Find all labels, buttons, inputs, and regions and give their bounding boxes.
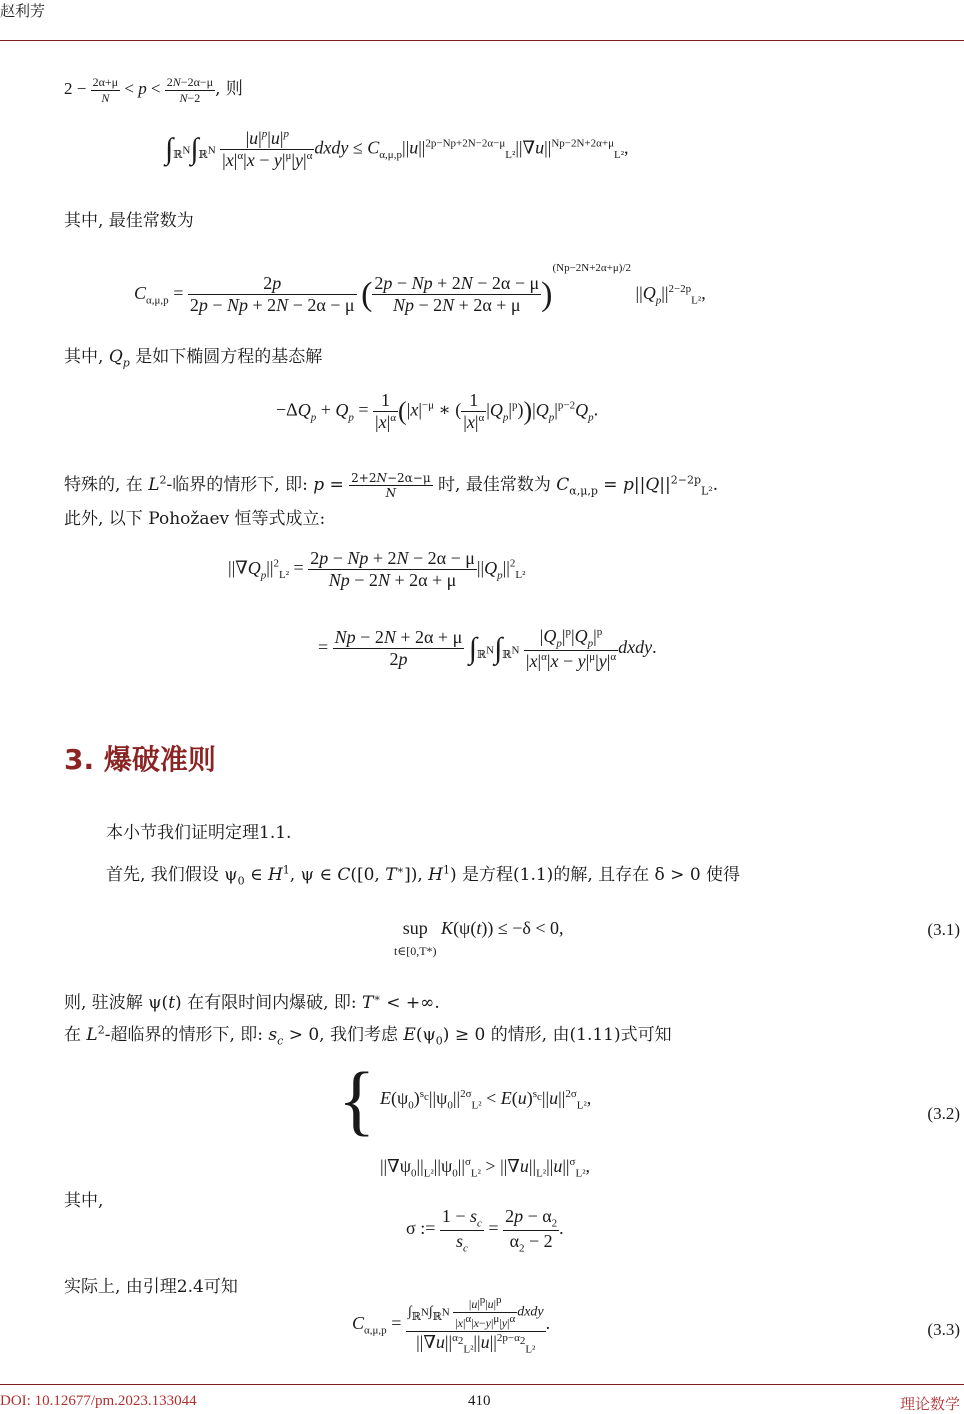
footer-journal[interactable]: 理论数学 bbox=[899, 1395, 960, 1413]
p8a: 则, 驻波解 bbox=[64, 993, 143, 1013]
p7a: 首先, 我们假设 bbox=[106, 865, 219, 885]
equation-3-1: sup t∈[0,T*) K(ψ(t)) ≤ −δ < 0, bbox=[394, 918, 564, 958]
header-rule bbox=[0, 40, 964, 41]
elliptic-equation: $-\Delta Q_p + Q_p$ = $\frac{1}{|x|^\alpha}$ ($|x|^{-\mu}$ ∗ ( $\frac{1}{|x|^\alpha}$ $|Q_p|^p))|Q_p|^{p-2}Q_p$. bbox=[276, 390, 599, 432]
section-title: 3. 爆破准则 bbox=[64, 743, 216, 776]
pohozaev-line-2: = $\frac{Np - 2N + 2\alpha + \mu}{2p}$ $\int_{ℝ^N}\int_{ℝ^N}$ $\frac{|Q_p|^p|Q_p|^p}{|x|^\alpha|x - y|^\mu|y|^\alpha}$ dxdy. bbox=[318, 626, 657, 671]
ground-state-intro: 其中, $Q_p$ 是如下椭圆方程的基态解 bbox=[64, 347, 323, 370]
section-intro: 本小节我们证明定理1.1. bbox=[106, 823, 292, 843]
p9c: , 我们考虑 bbox=[319, 1025, 398, 1045]
p4a: 特殊的, 在 bbox=[64, 475, 143, 495]
condition-line: 2 − $\frac{2\alpha+\mu}{N}$ < p < $\frac{2N-2\alpha-\mu}{N-2}$ , 则 bbox=[64, 74, 243, 105]
footer-page-number: 410 bbox=[468, 1393, 491, 1409]
equation-number-3-1: (3.1) bbox=[927, 920, 960, 939]
blowup-line: 则, 驻波解 ψ(t) 在有限时间内爆破, 即: T∗ < +∞. bbox=[64, 991, 440, 1013]
pohozaev-intro: 此外, 以下 Pohožaev 恒等式成立: bbox=[64, 509, 326, 529]
footer-doi[interactable]: DOI: 10.12677/pm.2023.133044 bbox=[0, 1393, 197, 1409]
p7b: 是方程(1.1)的解, 且存在 bbox=[462, 865, 650, 885]
gn-inequality: $\int_{ℝ^N}\int_{ℝ^N}$ $\frac{|u|^p|u|^p}{|x|^\alpha|x - y|^\mu|y|^\alpha}$ dxdy ≤ $C_{\alpha,\mu,p}||u||^{2p-Np+2N-2\alpha-\mu}_{L^2}||\nabla u||^{Np-2N+2\alpha+\mu}_{L^2}$, bbox=[165, 128, 629, 170]
p4c: 时, 最佳常数为 bbox=[438, 475, 551, 495]
header-author: 赵利芳 bbox=[0, 2, 46, 20]
equation-3-2: { $E(\psi_0)^{s_c}||\psi_0||^{2\sigma}_{L^2} < E(u)^{s_c}||u||^{2\sigma}_{L^2}$, $||\nabla\psi_0||_{L^2}||\psi_0||^\sigma_{L^2} > ||\nabla u||_{L^2}||u||^\sigma_{L^2}$, bbox=[338, 1056, 592, 1180]
critical-case-line: 特殊的, 在 $L^2-$临界的情形下, 即: p = $\frac{2+2N-2\alpha-\mu}{N}$ 时, 最佳常数为 $C_{\alpha,\mu,p} = p||Q||^{2-2p}_{L^2}$. bbox=[64, 471, 719, 500]
footer-rule bbox=[0, 1384, 964, 1385]
p9a: 在 bbox=[64, 1025, 81, 1045]
lemma-line: 实际上, 由引理2.4可知 bbox=[64, 1277, 238, 1297]
best-constant-formula: $C_{\alpha,\mu,p}$ = $\frac{2p}{2p - Np + 2N - 2\alpha - \mu}$ ( $\frac{2p - Np + 2N - 2\alpha - \mu}{Np - 2N + 2\alpha + \mu}$ )$^{(Np-2N+2\alpha+\mu)/2}$ $||Q_p||^{2-2p}_{L^2}$, bbox=[134, 262, 706, 316]
p4b: -临界的情形下, 即: bbox=[166, 475, 308, 495]
sigma-definition: σ := $\frac{1 - s_c}{s_c}$ = $\frac{2p - \alpha_2}{\alpha_2 - 2}$ . bbox=[406, 1206, 564, 1255]
equation-number-3-2: (3.2) bbox=[927, 1104, 960, 1123]
where-line: 其中, bbox=[64, 1191, 104, 1211]
equation-number-3-3: (3.3) bbox=[927, 1320, 960, 1339]
p3-lead: 其中, bbox=[64, 347, 104, 367]
assumption-line: 首先, 我们假设 $\psi_0$ ∈ $H^1$, ψ ∈ C([0, T∗]), $H^1$) 是方程(1.1)的解, 且存在 δ > 0 使得 bbox=[106, 863, 741, 888]
supercritical-line: 在 $L^2-$超临界的情形下, 即: $s_c > 0$, 我们考虑 $E(\psi_0) \ge 0$ 的情形, 由(1.11)式可知 bbox=[64, 1023, 672, 1048]
pohozaev-line-1: $||\nabla Q_p||^2_{L^2}$ = $\frac{2p - Np + 2N - 2\alpha - \mu}{Np - 2N + 2\alpha + \mu}$ $||Q_p||^2_{L^2}$ bbox=[228, 548, 526, 590]
p1-tail: , 则 bbox=[215, 79, 243, 99]
p9d: 的情形, 由(1.11)式可知 bbox=[490, 1025, 672, 1045]
best-constant-intro: 其中, 最佳常数为 bbox=[64, 211, 194, 231]
p9b: -超临界的情形下, 即: bbox=[104, 1025, 263, 1045]
p8b: 在有限时间内爆破, 即: bbox=[187, 993, 357, 1013]
equation-3-3: $C_{\alpha,\mu,p}$ = $\int_{ℝ^N}\int_{ℝ^N}$ $\frac{|u|^p|u|^p}{|x|^\alpha|x-y|^\mu|y|^\alpha}$ dxdy $||\nabla u||^{\alpha_2}_{L^2}||u||^{2p-\alpha_2}_{L^2}$ . bbox=[352, 1294, 551, 1356]
p7c: 使得 bbox=[706, 865, 741, 885]
p3-text: 是如下椭圆方程的基态解 bbox=[135, 347, 323, 367]
